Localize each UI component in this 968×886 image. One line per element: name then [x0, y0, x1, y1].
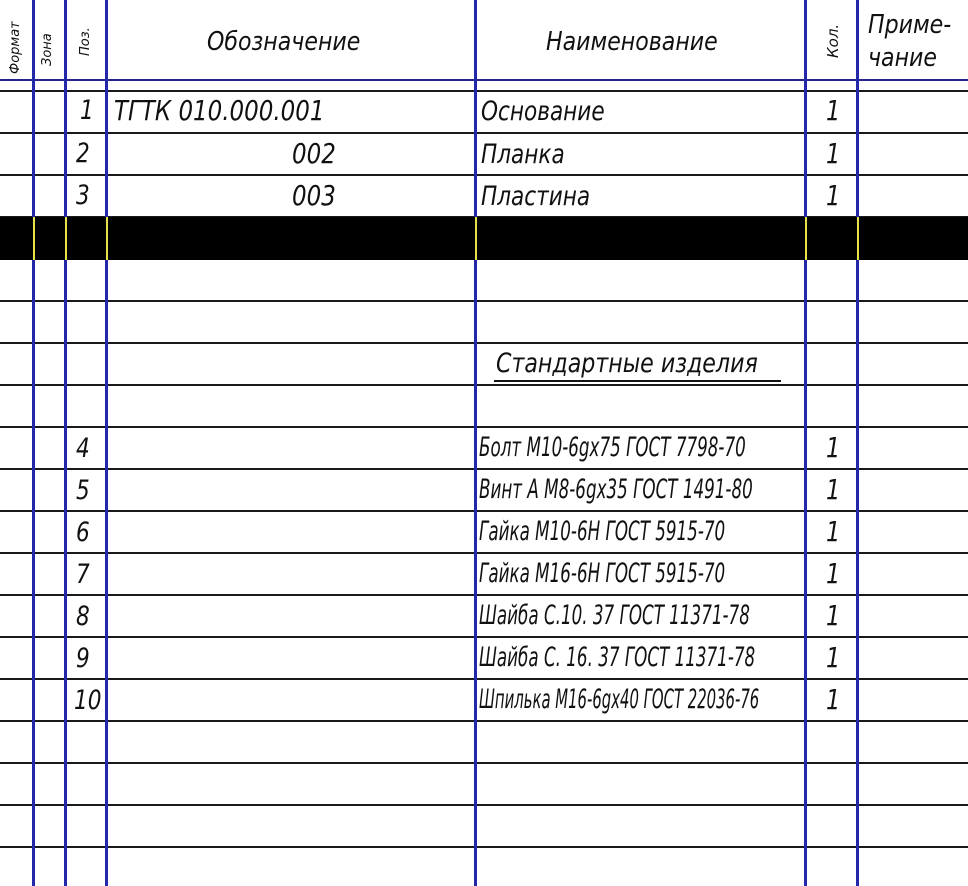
- item-qty: 1: [826, 683, 841, 716]
- row-line: [0, 174, 968, 176]
- row-qty: 1: [826, 94, 841, 127]
- row-name: Пластина: [481, 181, 591, 212]
- item-name: Шайба С. 16. 37 ГОСТ 11371-78: [479, 642, 756, 673]
- header-format: Формат: [8, 21, 23, 74]
- header-qty: Кол.: [824, 23, 842, 58]
- row-line: [0, 468, 968, 470]
- header-designation: Обозначение: [207, 27, 361, 57]
- header-note-line2: чание: [868, 43, 938, 73]
- row-line: [0, 720, 968, 722]
- item-qty: 1: [826, 431, 841, 464]
- row-line: [0, 132, 968, 134]
- bar-column-mark: [805, 217, 807, 260]
- column-divider: [856, 0, 859, 886]
- row-line: [0, 594, 968, 596]
- row-pos: 1: [80, 95, 94, 126]
- item-pos: 4: [76, 433, 90, 464]
- row-line: [0, 300, 968, 302]
- item-name: Гайка М16-6Н ГОСТ 5915-70: [479, 558, 726, 589]
- header-zone: Зона: [40, 33, 55, 66]
- row-line: [0, 552, 968, 554]
- column-divider: [105, 0, 108, 886]
- item-name: Винт А М8-6gх35 ГОСТ 1491-80: [479, 474, 753, 505]
- row-qty: 1: [826, 179, 841, 212]
- row-name: Планка: [481, 139, 565, 170]
- item-qty: 1: [826, 599, 841, 632]
- bar-column-mark: [475, 217, 477, 260]
- section-title: Стандартные изделия: [496, 348, 758, 379]
- row-line: [0, 426, 968, 428]
- row-line: [0, 846, 968, 848]
- row-designation: 003: [292, 179, 336, 212]
- column-divider: [804, 0, 807, 886]
- row-qty: 1: [826, 137, 841, 170]
- highlighted-empty-row: [0, 217, 968, 260]
- row-line: [0, 804, 968, 806]
- item-name: Гайка М10-6Н ГОСТ 5915-70: [479, 516, 726, 547]
- row-designation: 002: [292, 137, 336, 170]
- item-pos: 9: [76, 643, 90, 674]
- item-qty: 1: [826, 557, 841, 590]
- row-designation: ТГТК 010.000.001: [114, 94, 325, 127]
- bar-column-mark: [33, 217, 35, 260]
- item-qty: 1: [826, 641, 841, 674]
- header-bottom-line: [0, 79, 968, 81]
- item-qty: 1: [826, 515, 841, 548]
- header-name: Наименование: [546, 27, 718, 57]
- item-name: Шпилька М16-6gх40 ГОСТ 22036-76: [479, 684, 760, 715]
- column-divider: [474, 0, 477, 886]
- item-pos: 6: [76, 517, 90, 548]
- bar-column-mark: [857, 217, 859, 260]
- row-line: [0, 90, 968, 92]
- item-pos: 5: [76, 475, 90, 506]
- section-title-underline: [494, 380, 781, 382]
- column-divider: [64, 0, 67, 886]
- row-pos: 2: [76, 138, 90, 169]
- row-line: [0, 678, 968, 680]
- item-name: Шайба С.10. 37 ГОСТ 11371-78: [479, 600, 750, 631]
- row-pos: 3: [76, 180, 90, 211]
- column-divider: [32, 0, 35, 886]
- row-name: Основание: [481, 96, 605, 127]
- row-line: [0, 636, 968, 638]
- header-note-line1: Приме-: [868, 10, 952, 40]
- row-line: [0, 384, 968, 386]
- item-pos: 7: [76, 559, 90, 590]
- item-name: Болт М10-6gх75 ГОСТ 7798-70: [479, 432, 746, 463]
- header-pos: Поз.: [78, 27, 93, 56]
- item-qty: 1: [826, 473, 841, 506]
- bar-column-mark: [106, 217, 108, 260]
- row-line: [0, 510, 968, 512]
- bar-column-mark: [65, 217, 67, 260]
- item-pos: 8: [76, 601, 90, 632]
- row-line: [0, 762, 968, 764]
- item-pos: 10: [74, 685, 102, 716]
- row-line: [0, 342, 968, 344]
